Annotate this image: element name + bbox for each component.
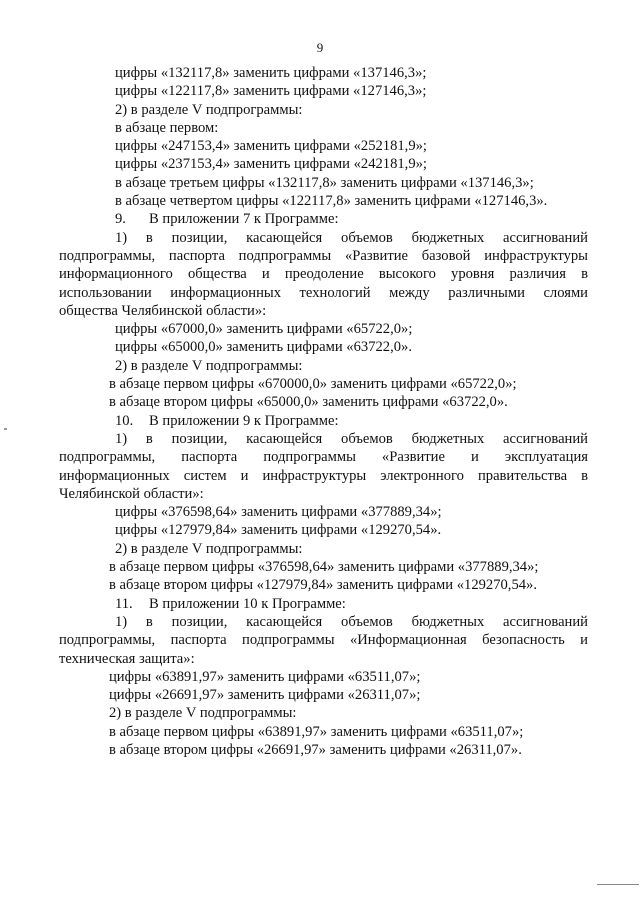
text-line: цифры «26691,97» заменить цифрами «26311,07»; [109, 687, 421, 704]
paragraph-line: использовании информационных технологий между различными слоями [59, 284, 588, 301]
paragraph-line: информационных систем и инфраструктуры электронного правительства в [59, 467, 588, 484]
section-title: В приложении 10 к Программе: [149, 595, 346, 612]
page-number: 9 [316, 40, 324, 55]
text-line: 2) в разделе V подпрограммы: [115, 357, 303, 374]
section-number: 9. [115, 211, 126, 228]
paragraph-line: подпрограммы, паспорта подпрограммы «Развитие и эксплуатация [59, 449, 588, 466]
paragraph-line: 1) в позиции, касающейся объемов бюджетных ассигнований [115, 613, 588, 630]
text-line: цифры «247153,4» заменить цифрами «252181,9»; [115, 138, 427, 155]
text-line: цифры «122117,8» заменить цифрами «127146,3»; [115, 83, 427, 100]
text-line: цифры «63891,97» заменить цифрами «63511,07»; [109, 668, 421, 685]
margin-mark [4, 428, 7, 430]
text-line: в абзаце первом цифры «376598,64» заменить цифрами «377889,34»; [109, 559, 539, 576]
text-line: в абзаце третьем цифры «132117,8» заменить цифрами «137146,3»; [115, 174, 534, 191]
text-line: в абзаце втором цифры «26691,97» заменить цифрами «26311,07». [109, 741, 522, 758]
section-heading-9 [59, 210, 588, 228]
section-number: 11. [115, 595, 133, 612]
text-line: цифры «67000,0» заменить цифрами «65722,0»; [115, 321, 413, 338]
section-title: В приложении 9 к Программе: [149, 412, 339, 429]
paragraph-line: техническая защита»: [59, 650, 195, 667]
text-line: цифры «237153,4» заменить цифрами «242181,9»; [115, 156, 427, 173]
text-line: в абзаце втором цифры «127979,84» заменить цифрами «129270,54». [109, 577, 537, 594]
text-line: цифры «132117,8» заменить цифрами «137146,3»; [115, 65, 427, 81]
text-line: в абзаце втором цифры «65000,0» заменить цифрами «63722,0». [109, 394, 508, 411]
section-number: 10. [115, 412, 134, 429]
section-title: В приложении 7 к Программе: [149, 211, 339, 228]
paragraph-line: подпрограммы, паспорта подпрограммы «Развитие базовой инфраструктуры [59, 247, 588, 264]
document-body [59, 64, 588, 759]
text-line: 2) в разделе V подпрограммы: [115, 101, 303, 118]
paragraph-line: 1) в позиции, касающейся объемов бюджетных ассигнований [115, 430, 588, 447]
text-line: цифры «376598,64» заменить цифрами «377889,34»; [115, 504, 442, 521]
paragraph-line: информационного общества и преодоление высокого уровня различия в [59, 266, 588, 283]
paragraph-line: Челябинской области»: [59, 485, 204, 502]
text-line: цифры «127979,84» заменить цифрами «129270,54». [115, 522, 442, 539]
section-heading-11 [59, 595, 588, 613]
text-line: 2) в разделе V подпрограммы: [115, 540, 303, 557]
text-line: в абзаце первом цифры «670000,0» заменить цифрами «65722,0»; [109, 376, 517, 393]
section-heading-10 [59, 412, 588, 430]
paragraph-line: 1) в позиции, касающейся объемов бюджетных ассигнований [115, 229, 588, 246]
paragraph-line: подпрограммы, паспорта подпрограммы «Информационная безопасность и [59, 632, 588, 649]
text-line: цифры «65000,0» заменить цифрами «63722,0». [115, 339, 412, 356]
text-line: в абзаце первом цифры «63891,97» заменить цифрами «63511,07»; [109, 723, 524, 740]
paragraph-line: общества Челябинской области»: [59, 302, 267, 319]
text-line: 2) в разделе V подпрограммы: [109, 705, 297, 722]
text-line: в абзаце первом: [115, 119, 219, 136]
text-line: в абзаце четвертом цифры «122117,8» заменить цифрами «127146,3». [115, 193, 548, 210]
page-corner-line [597, 884, 639, 885]
